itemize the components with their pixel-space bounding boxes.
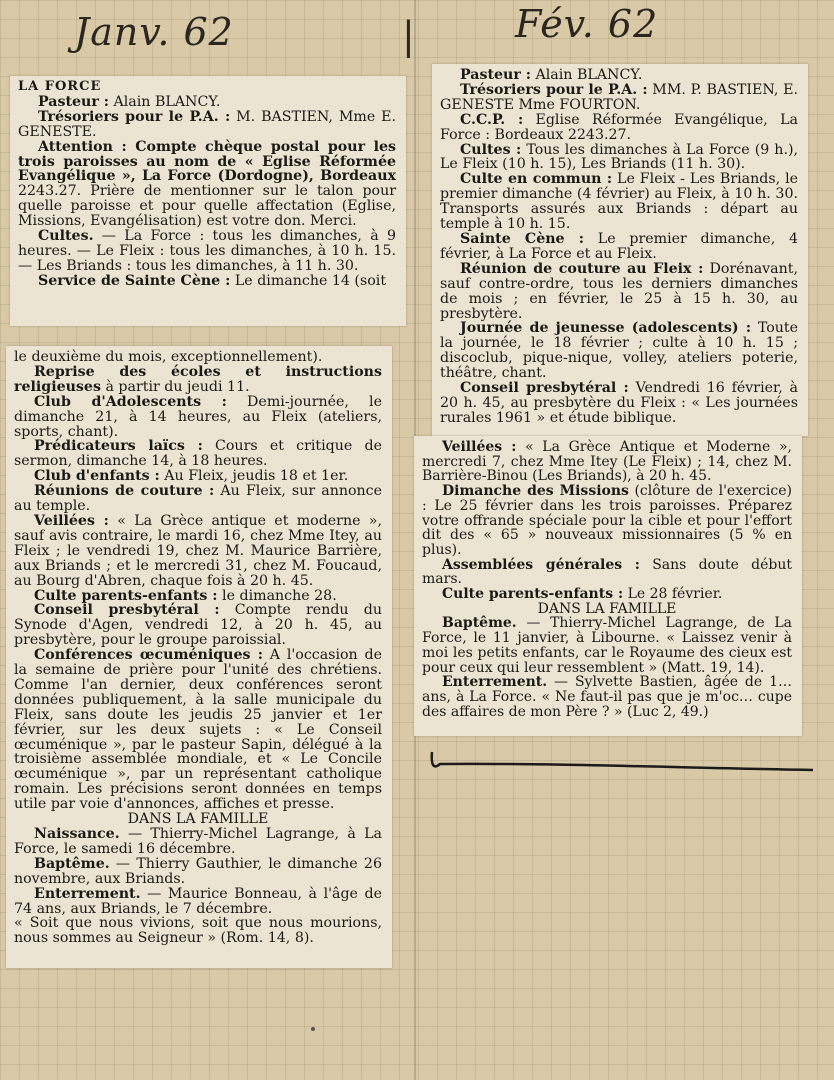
notice-text: Alain BLANCY.: [109, 93, 221, 110]
notice-text: — Thierry-Michel Lagrange, de La Force, le 11 janvier, à Libourne. « Laissez venir à moi les petits enfants, car le Royaume des cieux est pour ceux qui leur ressemblent » (Matt. 19, 14).: [422, 615, 792, 676]
notice-title: Enterrement.: [34, 885, 141, 902]
notice-title: Culte en commun :: [460, 171, 613, 188]
notice-paragraph: [14, 350, 382, 365]
notice-title: Veillées :: [34, 512, 109, 529]
notice-paragraph: [440, 113, 798, 143]
notice-paragraph: [14, 603, 382, 648]
right-clipping-top: [432, 64, 808, 436]
notice-title: Conférences œcuméniques :: [34, 647, 263, 664]
notice-text: Demi-journée, le dimanche 21, à 14 heures, au Fleix (ateliers, sports, chant).: [14, 393, 382, 440]
notice-title: Culte parents-enfants :: [442, 586, 624, 603]
notice-title: Culte parents-enfants :: [34, 587, 218, 604]
notice-title: Conseil presbytéral :: [34, 602, 220, 619]
notice-text: le dimanche 28.: [217, 587, 337, 604]
handwritten-stroke: |: [402, 14, 416, 58]
notice-paragraph: [422, 484, 792, 558]
notice-title: Conseil presbytéral :: [460, 380, 629, 397]
notice-text: Au Fleix, jeudis 18 et 1er.: [159, 468, 349, 485]
notice-paragraph: [14, 514, 382, 589]
notice-paragraph: [440, 68, 798, 83]
notice-text: Le 28 février.: [623, 586, 723, 603]
notice-title: Prédicateurs laïcs :: [34, 438, 203, 455]
notice-title: Pasteur :: [38, 93, 110, 110]
notice-paragraph: [14, 469, 382, 484]
notice-text: Eglise Réformée Evangélique, La Force : Bordeaux 2243.27.: [440, 111, 798, 143]
notice-title: Club d'enfants :: [34, 468, 160, 485]
notice-text: MM. P. BASTIEN, E. GENESTE Mme FOURTON.: [440, 81, 798, 113]
pen-stroke: [430, 750, 815, 776]
notice-text: — La Force : tous les dimanches, à 9 heures. — Le Fleix : tous les dimanches, à 10 h. 15. — Les Briands : tous les dimanches, à 11 h. 30.: [18, 228, 396, 274]
notice-text: « Soit que nous vivions, soit que nous mourions, nous sommes au Seigneur » (Rom. 14, 8).: [14, 915, 382, 947]
notice-text: Cours et critique de sermon, dimanche 14, à 18 heures.: [14, 438, 382, 470]
notice-title: Assemblées générales :: [442, 556, 640, 573]
notice-text: (clôture de l'exercice) : Le 25 février dans les trois paroisses. Préparez votre offrande spéciale pour la cible et pour l'effort dit des « 65 » nouveaux missionnaires (5 % en plus).: [422, 483, 792, 558]
paper-mark: [311, 1027, 315, 1031]
notice-text: à partir du jeudi 11.: [100, 378, 250, 395]
notice-text: Toute la journée, le 18 février ; culte à 10 h. 15 ; discoclub, pique-nique, volley, ateliers poterie, théâtre, chant.: [440, 320, 798, 382]
notice-text: M. BASTIEN, Mme E. GENESTE.: [18, 108, 396, 140]
notice-paragraph: [422, 675, 792, 719]
notice-text: — Sylvette Bastien, âgée de 1… ans, à La Force. « Ne faut-il pas que je m'oc… cupe des affaires de mon Père ? » (Luc 2, 49.): [422, 674, 792, 720]
notice-text: — Maurice Bonneau, à l'âge de 74 ans, aux Briands, le 7 décembre.: [14, 885, 382, 917]
notice-title: Attention : Compte chèque postal pour les trois paroisses au nom de « Eglise Réformée Evangélique », La Force (Dordogne), Bordeaux: [18, 138, 396, 185]
notice-text: le deuxième du mois, exceptionnellement).: [14, 349, 323, 365]
notice-title: Baptême.: [442, 615, 517, 632]
notice-paragraph: [422, 440, 792, 484]
notice-title: Réunions de couture :: [34, 483, 215, 500]
notice-title: Dimanche des Missions: [442, 483, 629, 500]
family-heading: DANS LA FAMILLE: [537, 600, 677, 617]
notice-title: Trésoriers pour le P.A. :: [460, 81, 648, 98]
notice-paragraph: [422, 587, 792, 602]
notice-title: Reprise des écoles et instructions religieuses: [14, 363, 382, 395]
notice-paragraph: [440, 381, 798, 426]
left-clipping-bottom: [6, 346, 392, 968]
notice-title: Réunion de couture au Fleix :: [460, 260, 704, 277]
notice-text: 2243.27. Prière de mentionner sur le talon pour quelle paroisse et pour quelle affectation (Eglise, Missions, Evangélisation) est votre don. Merci.: [18, 183, 396, 230]
handwritten-date-left: Janv. 62: [74, 10, 234, 54]
notice-paragraph: [14, 439, 382, 469]
notice-text: « La Grèce antique et moderne », sauf avis contraire, le mardi 16, chez Mme Itey, au Fleix ; le vendredi 19, chez M. Maurice Barrière, aux Briands ; et le mercredi 31, chez M. Foucaud, au Bourg d'Abren, chaque fois à 20 h. 45.: [14, 512, 382, 589]
notice-title: Cultes.: [38, 228, 94, 245]
notice-title: Sainte Cène :: [460, 230, 585, 247]
notice-paragraph: [440, 321, 798, 381]
notice-paragraph: [18, 274, 396, 289]
notice-paragraph: [440, 143, 798, 173]
notice-paragraph: [14, 589, 382, 604]
notice-title: Cultes :: [460, 141, 522, 158]
notice-text: Le premier dimanche, 4 février, à La Force et au Fleix.: [440, 230, 798, 262]
notice-paragraph: [440, 172, 798, 232]
notice-text: — Thierry-Michel Lagrange, à La Force, le samedi 16 décembre.: [14, 826, 382, 857]
notice-paragraph: [18, 140, 396, 229]
notice-paragraph: [422, 558, 792, 587]
notice-paragraph: [18, 229, 396, 274]
notice-text: — Thierry Gauthier, le dimanche 26 novembre, aux Briands.: [14, 855, 382, 887]
parish-heading: LA FORCE: [18, 79, 102, 94]
notice-paragraph: [440, 232, 798, 262]
notice-title: Service de Sainte Cène :: [38, 272, 231, 289]
notice-paragraph: [440, 83, 798, 113]
notice-title: C.C.P. :: [460, 111, 524, 128]
notice-text: Le Fleix - Les Briands, le premier dimanche (4 février) au Fleix, à 10 h. 30. Transports assurés aux Briands : départ au temple à 10 h. 15.: [440, 171, 798, 233]
notice-text: A l'occasion de la semaine de prière pour l'unité des chrétiens. Comme l'an dernier, deux conférences seront données publiquement, à la salle municipale du Fleix, sans doute les jeudis 25 janvier et 1er février, sur les deux sujets : « Le Conseil œcuménique », par le pasteur Sapin, délégué à la troisième assemblée mondiale, et « Le Concile œcuménique », par un représentant catholique romain. Les précisions seront données en temps utile par voie d'annonces, affiches et presse.: [14, 647, 382, 813]
right-clipping-bottom: [414, 436, 802, 736]
notice-paragraph: [14, 827, 382, 857]
notice-text: Vendredi 16 février, à 20 h. 45, au presbytère du Fleix : « Les journées rurales 1961 » et étude biblique.: [440, 380, 798, 426]
notice-paragraph: [422, 616, 792, 675]
notice-title: Pasteur :: [460, 67, 532, 83]
notice-title: Trésoriers pour le P.A. :: [38, 108, 231, 125]
notice-text: Tous les dimanches à La Force (9 h.), Le Fleix (10 h. 15), Les Briands (11 h. 30).: [440, 141, 798, 173]
notice-text: Compte rendu du Synode d'Agen, vendredi 12, à 20 h. 45, au presbytère, pour le groupe paroissial.: [14, 602, 382, 649]
notice-title: Enterrement.: [442, 674, 548, 691]
notice-text: Au Fleix, sur annonce au temple.: [14, 483, 383, 515]
notice-title: Baptême.: [34, 855, 110, 872]
notice-paragraph: [18, 95, 396, 110]
notice-paragraph: [18, 110, 396, 140]
notice-title: Veillées :: [442, 439, 517, 455]
notice-title: Journée de jeunesse (adolescents) :: [460, 320, 752, 337]
left-clipping-top: [10, 76, 406, 326]
notice-paragraph: [14, 916, 382, 946]
notice-paragraph: [14, 395, 382, 440]
notice-title: Club d'Adolescents :: [34, 393, 227, 410]
notice-paragraph: [14, 484, 382, 514]
notice-text: « La Grèce Antique et Moderne », mercredi 7, chez Mme Itey (Le Fleix) ; 14, chez M. Barrière-Binou (Les Briands), à 20 h. 45.: [422, 439, 792, 485]
notice-text: Alain BLANCY.: [531, 67, 643, 83]
notice-text: Sans doute début mars.: [422, 556, 792, 588]
notice-paragraph: [14, 857, 382, 887]
family-heading: DANS LA FAMILLE: [127, 811, 269, 828]
notice-paragraph: [440, 262, 798, 322]
notice-title: Naissance.: [34, 826, 120, 842]
handwritten-date-right: Fév. 62: [515, 2, 659, 46]
notice-text: Le dimanche 14 (soit: [230, 272, 387, 289]
notice-text: Dorénavant, sauf contre-ordre, tous les derniers dimanches de mois ; en février, le 25 à 15 h. 30, au presbytère.: [440, 260, 798, 322]
notice-paragraph: [14, 365, 382, 395]
notice-paragraph: [14, 648, 382, 812]
notice-paragraph: [14, 887, 382, 917]
